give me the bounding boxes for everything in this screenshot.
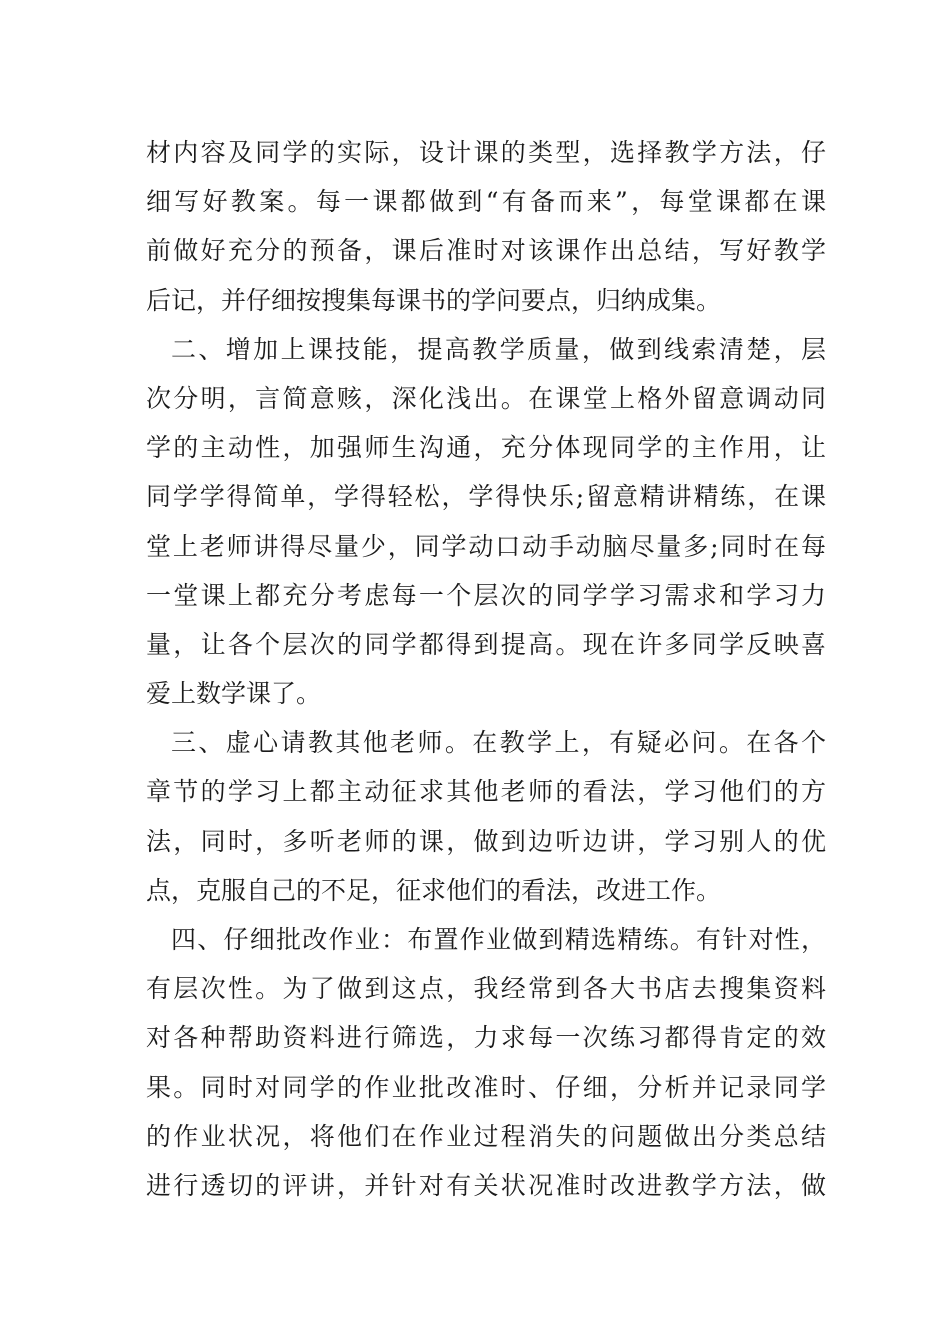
text-line: 的作业状况，将他们在作业过程消失的问题做出分类总结 xyxy=(146,1121,826,1151)
paragraph-4-heading-line: 四、仔细批改作业：布置作业做到精选精练。有针对性， xyxy=(171,925,826,954)
text-line: 后记，并仔细按搜集每课书的学问要点，归纳成集。 xyxy=(146,285,722,315)
text-line: 点，克服自己的不足，征求他们的看法，改进工作。 xyxy=(146,875,722,905)
text-line: 同学学得简单，学得轻松，学得快乐;留意精讲精练，在课 xyxy=(146,482,826,512)
text-line: 章节的学习上都主动征求其他老师的看法，学习他们的方 xyxy=(146,777,826,807)
text-line: 学的主动性，加强师生沟通，充分体现同学的主作用，让 xyxy=(146,433,826,463)
text-line: 材内容及同学的实际，设计课的类型，选择教学方法，仔 xyxy=(146,138,826,167)
paragraph-2-heading-line: 二、增加上课技能，提高教学质量，做到线索清楚，层 xyxy=(171,334,826,364)
paragraph-3-heading-line: 三、虚心请教其他老师。在教学上，有疑必问。在各个 xyxy=(171,728,826,758)
text-line: 堂上老师讲得尽量少，同学动口动手动脑尽量多;同时在每 xyxy=(146,531,826,561)
text-line: 量，让各个层次的同学都得到提高。现在许多同学反映喜 xyxy=(146,629,826,659)
text-line: 爱上数学课了。 xyxy=(146,679,322,709)
text-line: 次分明，言简意赅，深化浅出。在课堂上格外留意调动同 xyxy=(146,383,826,413)
text-line: 细写好教案。每一课都做到“有备而来”，每堂课都在课 xyxy=(146,187,826,217)
body-text xyxy=(146,128,826,1210)
text-line: 有层次性。为了做到这点，我经常到各大书店去搜集资料 xyxy=(146,974,826,1004)
text-line: 一堂课上都充分考虑每一个层次的同学学习需求和学习力 xyxy=(146,580,826,610)
text-line: 果。同时对同学的作业批改准时、仔细，分析并记录同学 xyxy=(146,1072,826,1102)
text-line: 对各种帮助资料进行筛选，力求每一次练习都得肯定的效 xyxy=(146,1023,826,1053)
text-line: 前做好充分的预备，课后准时对该课作出总结，写好教学 xyxy=(146,236,826,266)
text-line: 进行透切的评讲，并针对有关状况准时改进教学方法，做 xyxy=(146,1170,826,1200)
text-line: 法，同时，多听老师的课，做到边听边讲，学习别人的优 xyxy=(146,826,826,856)
